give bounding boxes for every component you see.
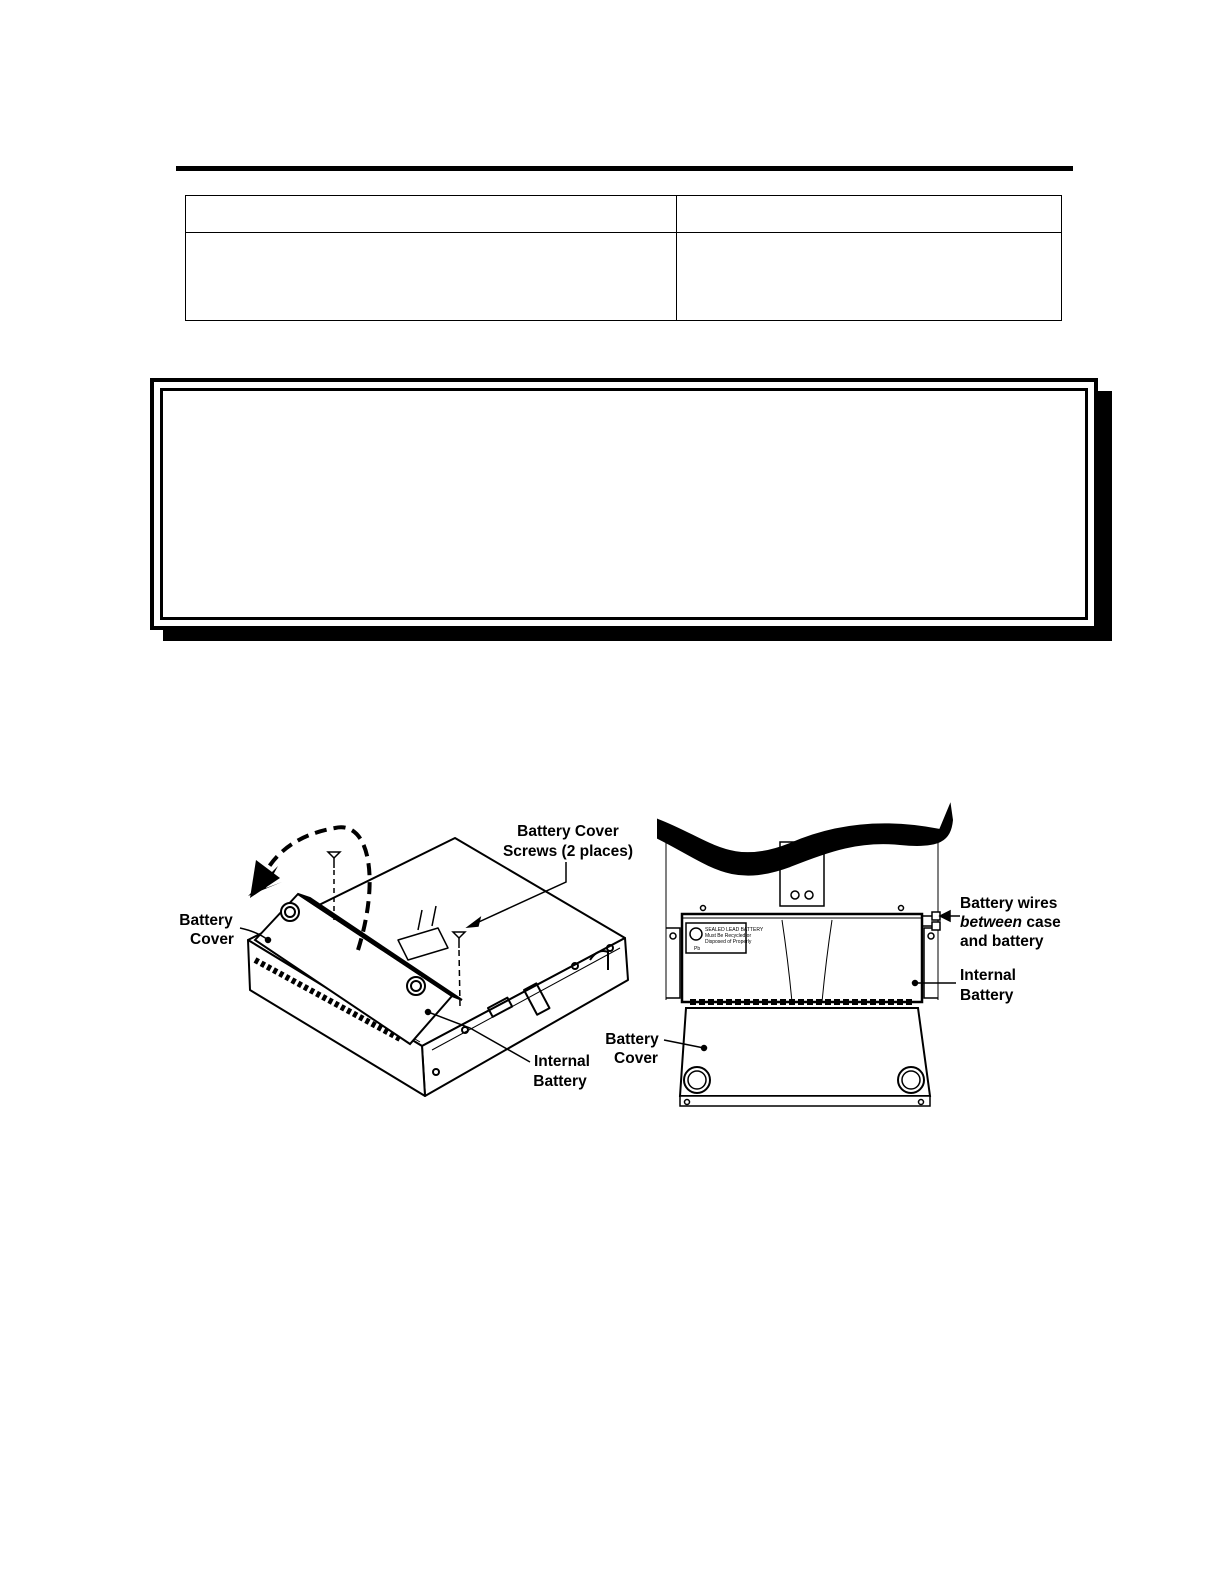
wires-label-line1: Battery wires (960, 895, 1058, 912)
table-row (186, 233, 1062, 321)
info-table (185, 195, 1062, 321)
sticker-line1: SEALED LEAD BATTERY (705, 927, 764, 933)
right-battery-label-line2: Battery (960, 987, 1014, 1004)
wires-label-line2-rest: case (1022, 914, 1061, 931)
screws-label-line1: Battery Cover (517, 823, 619, 840)
left-cover-label-line1: Battery (179, 912, 233, 929)
wires-label-line3: and battery (960, 933, 1044, 950)
table-cell-2 (677, 233, 1062, 321)
table-cell-1 (186, 233, 677, 321)
warning-box-inner-border (160, 388, 1088, 620)
table-header-row (186, 196, 1062, 233)
table-header-cell-1 (186, 196, 677, 233)
sticker-line2: Must Be Recycled or (705, 933, 752, 939)
battery-replacement-figure (170, 800, 1070, 1120)
sticker-line3: Disposed of Properly (705, 939, 752, 945)
table-header-cell-2 (677, 196, 1062, 233)
left-cover-label-line2: Cover (190, 931, 234, 948)
right-unit-illustration (666, 840, 938, 1106)
left-battery-label-line2: Battery (533, 1073, 587, 1090)
sticker-mark: Pb (694, 946, 701, 952)
left-battery-label-line1: Internal (534, 1053, 590, 1070)
right-cover-label-line1: Battery (605, 1031, 659, 1048)
warning-box (150, 378, 1098, 630)
wires-label-emphasis: between (960, 914, 1023, 931)
header-rule (176, 166, 1073, 171)
right-cover-label-line2: Cover (614, 1050, 658, 1067)
right-battery-label-line1: Internal (960, 967, 1016, 984)
wires-label-line2 (960, 914, 1061, 931)
screws-label-line2: Screws (2 places) (502, 843, 634, 860)
